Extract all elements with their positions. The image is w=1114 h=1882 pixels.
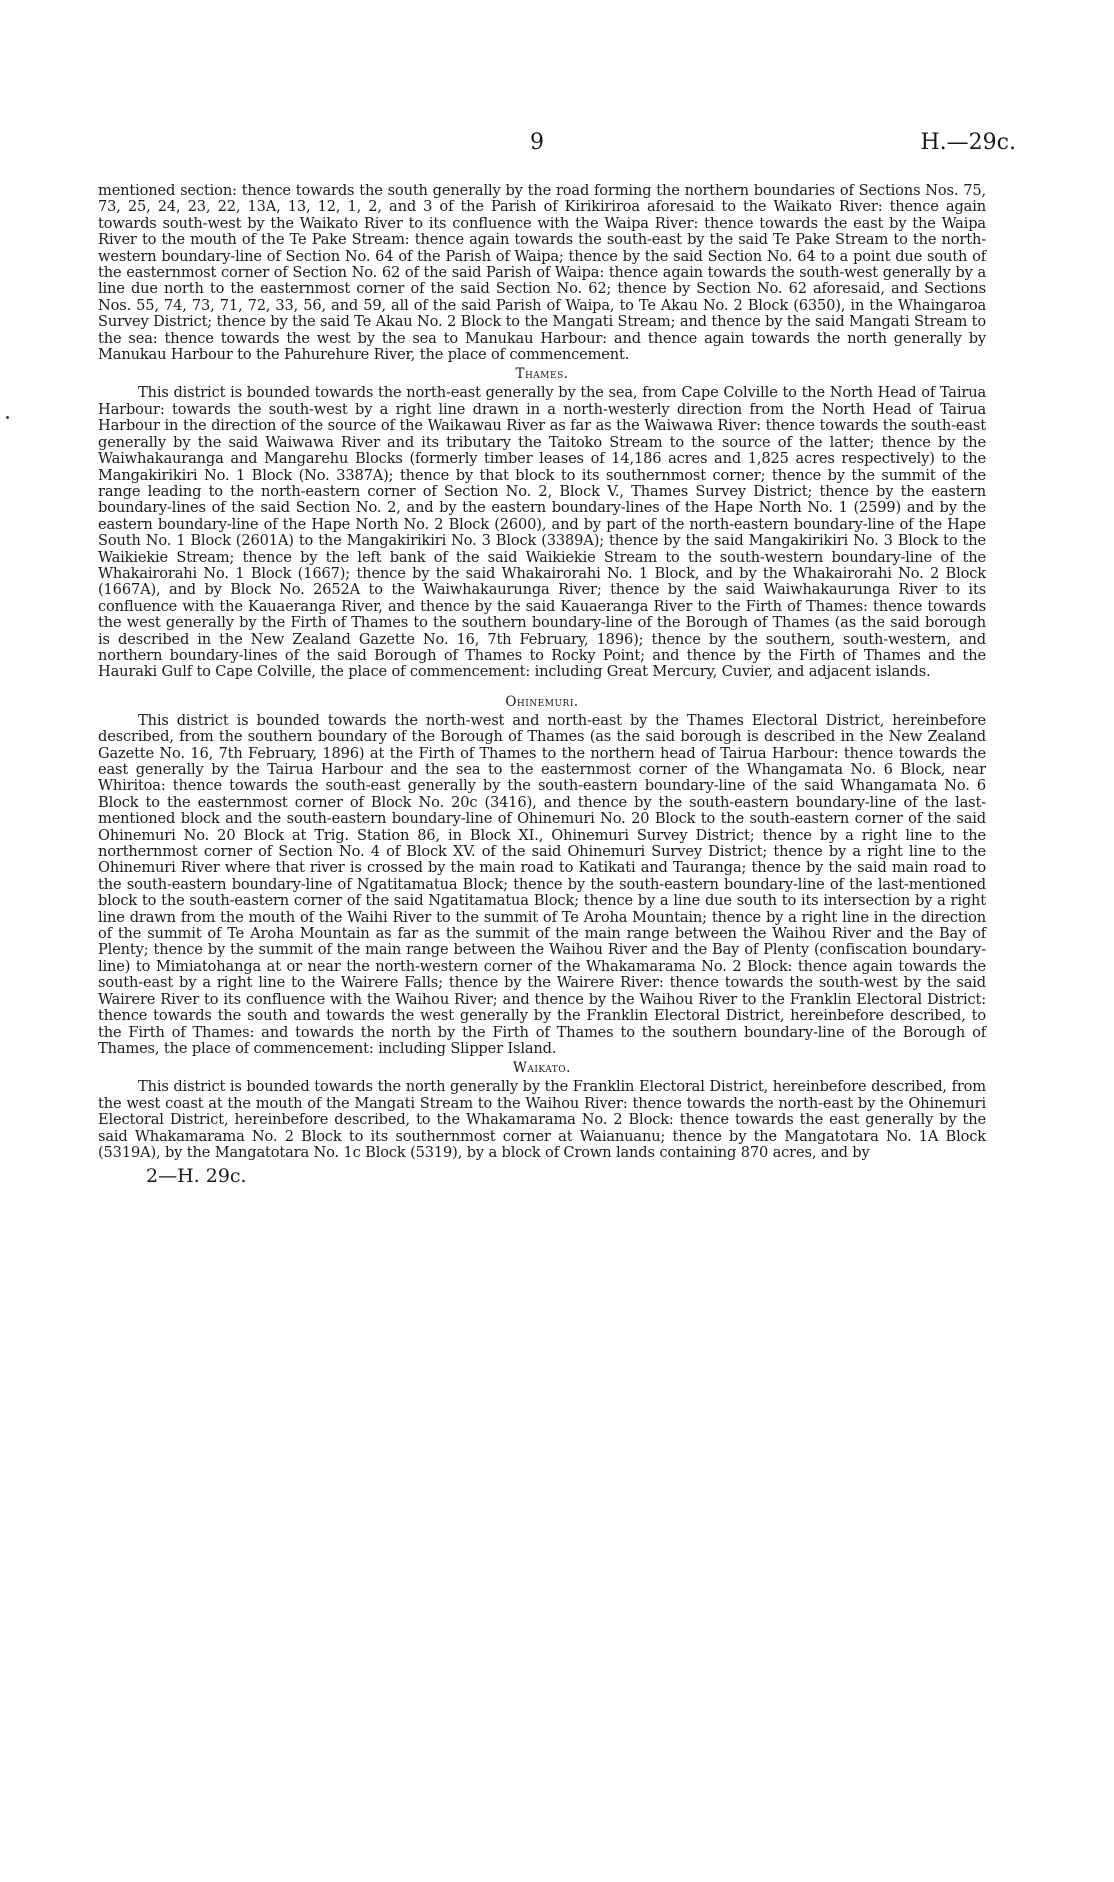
scan-speck (6, 416, 9, 419)
paragraph-thames: This district is bounded towards the north-east generally by the sea, from Cape Colville to the North Head of Tairua Harbour: towards the south-west by a right line drawn in a north-westerly direction from the North Head of Tairua Harbour in the direction of the source of the Waikawau River as far as the Waiwawa River: thence towards the south-east generally by the said Waiwawa River and its tributary the Taitoko Stream to the source of the latter; thence by the Waiwhakauranga and Mangarehu Blocks (formerly timber leases of 14,186 acres and 1,825 acres respectively) to the Mangakirikiri No. 1 Block (No. 3387A); thence by that block to its southernmost corner; thence by the summit of the range leading to the north-eastern corner of Section No. 2, Block V., Thames Survey District; thence by the eastern boundary-lines of the said Section No. 2, and by the eastern boundary-lines of the Hape North No. 1 (2599) and by the eastern boundary-line of the Hape North No. 2 Block (2600), and by part of the north-eastern boundary-line of the Hape South No. 1 Block (2601A) to the Mangakirikiri No. 3 Block (3389A); thence by the said Mangakirikiri No. 3 Block to the Waikiekie Stream; thence by the left bank of the said Waikiekie Stream to the south-western boundary-line of the Whakairorahi No. 1 Block (1667); thence by the said Whakairorahi No. 1 Block, and by the Whakairorahi No. 2 Block (1667A), and by Block No. 2652A to the Waiwhakaurunga River; thence by the said Waiwhakaurunga River to its confluence with the Kauaeranga River, and thence by the said Kauaeranga River to the Firth of Thames: thence towards the west generally by the Firth of Thames to the southern boundary-line of the Borough of Thames (as the said borough is described in the New Zealand Gazette No. 16, 7th February, 1896); thence by the southern, south-western, and northern boundary-lines of the said Borough of Thames to Rocky Point; and thence by the Firth of Thames and the Hauraki Gulf to Cape Colville, the place of commencement: including Great Mercury, Cuvier, and adjacent islands. (98, 384, 986, 681)
signature-mark: 2—H. 29c. (146, 1165, 247, 1188)
paragraph-continuation: mentioned section: thence towards the south generally by the road forming the northern boundaries of Sections Nos. 75, 73, 25, 24, 23, 22, 13A, 13, 12, 1, 2, and 3 of the Parish of Kirikiriroa aforesaid to the Waikato River: thence again towards south-west by the Waikato River to its confluence with the Waipa River: thence towards the east by the Waipa River to the mouth of the Te Pake Stream: thence again towards the south-east by the said Te Pake Stream to the north-western boundary-line of Section No. 64 of the Parish of Waipa; thence by the said Section No. 64 to a point due south of the easternmost corner of Section No. 62 of the said Parish of Waipa: thence again towards the south-west generally by a line due north to the easternmost corner of the said Section No. 62; thence by Section No. 62 aforesaid, and Sections Nos. 55, 74, 73, 71, 72, 33, 56, and 59, all of the said Parish of Waipa, to Te Akau No. 2 Block (6350), in the Whaingaroa Survey District; thence by the said Te Akau No. 2 Block to the Mangati Stream; and thence by the said Mangati Stream to the sea: thence towards the west by the sea to Manukau Harbour: and thence again towards the north generally by Manukau Harbour to the Pahurehure River, the place of commencement. (98, 182, 986, 364)
page-header (0, 130, 1114, 164)
paragraph-waikato: This district is bounded towards the north generally by the Franklin Electoral District, hereinbefore described, from the west coast at the mouth of the Mangati Stream to the Waihou River: thence towards the north-east by the Ohinemuri Electoral District, hereinbefore described, to the Whakamarama No. 2 Block: thence towards the east generally by the said Whakamarama No. 2 Block to its southernmost corner at Waianuanu; thence by the Mangatotara No. 1A Block (5319A), by the Mangatotara No. 1c Block (5319), by a block of Crown lands containing 870 acres, and by (98, 1078, 986, 1161)
document-body (98, 183, 986, 1187)
section-heading-waikato: Waikato. (513, 1060, 571, 1077)
section-gap (98, 681, 986, 691)
section-heading-ohinemuri: Ohinemuri. (505, 693, 579, 710)
paragraph-ohinemuri: This district is bounded towards the north-west and north-east by the Thames Electoral District, hereinbefore described, from the southern boundary of the Borough of Thames (as the said borough is described in the New Zealand Gazette No. 16, 7th February, 1896) at the Firth of Thames to the northern head of Tairua Harbour: thence towards the east generally by the Tairua Harbour and the sea to the easternmost corner of the Whangamata No. 6 Block, near Whiritoa: thence towards the south-east generally by the south-eastern boundary-line of the said Whangamata No. 6 Block to the easternmost corner of Block No. 20c (3416), and thence by the south-eastern boundary-line of the last-mentioned block and the south-eastern boundary-line of Ohinemuri No. 20 Block to the south-eastern corner of the said Ohinemuri No. 20 Block at Trig. Station 86, in Block XI., Ohinemuri Survey District; thence by a right line to the northernmost corner of Section No. 4 of Block XV. of the said Ohinemuri Survey District; thence by a right line to the Ohinemuri River where that river is crossed by the main road to Katikati and Tauranga; thence by the said main road to the south-eastern boundary-line of Ngatitamatua Block; thence by the south-eastern boundary-line of the last-mentioned block to the south-eastern corner of the said Ngatitamatua Block; thence by a line due south to its intersection by a right line drawn from the mouth of the Waihi River to the summit of Te Aroha Mountain; thence by a right line in the direction of the summit of Te Aroha Mountain as far as the summit of the main range between the Waihou River and the Bay of Plenty; thence by the summit of the main range between the Waihou River and the Bay of Plenty (confiscation boundary-line) to Mimiatohanga at or near the north-western corner of the Whakamarama No. 2 Block: thence again towards the south-east by a right line to the Wairere Falls; thence by the Wairere River: thence towards the south-west by the said Wairere River to its confluence with the Waihou River; and thence by the Waihou River to the Franklin Electoral District: thence towards the south and towards the west generally by the Franklin Electoral District, hereinbefore described, to the Firth of Thames: and towards the north by the Firth of Thames to the southern boundary-line of the Borough of Thames, the place of commencement: including Slipper Island. (98, 711, 986, 1057)
page-number: 9 (530, 130, 544, 155)
document-reference: H.—29c. (920, 130, 1016, 155)
section-heading-thames: Thames. (515, 366, 569, 383)
